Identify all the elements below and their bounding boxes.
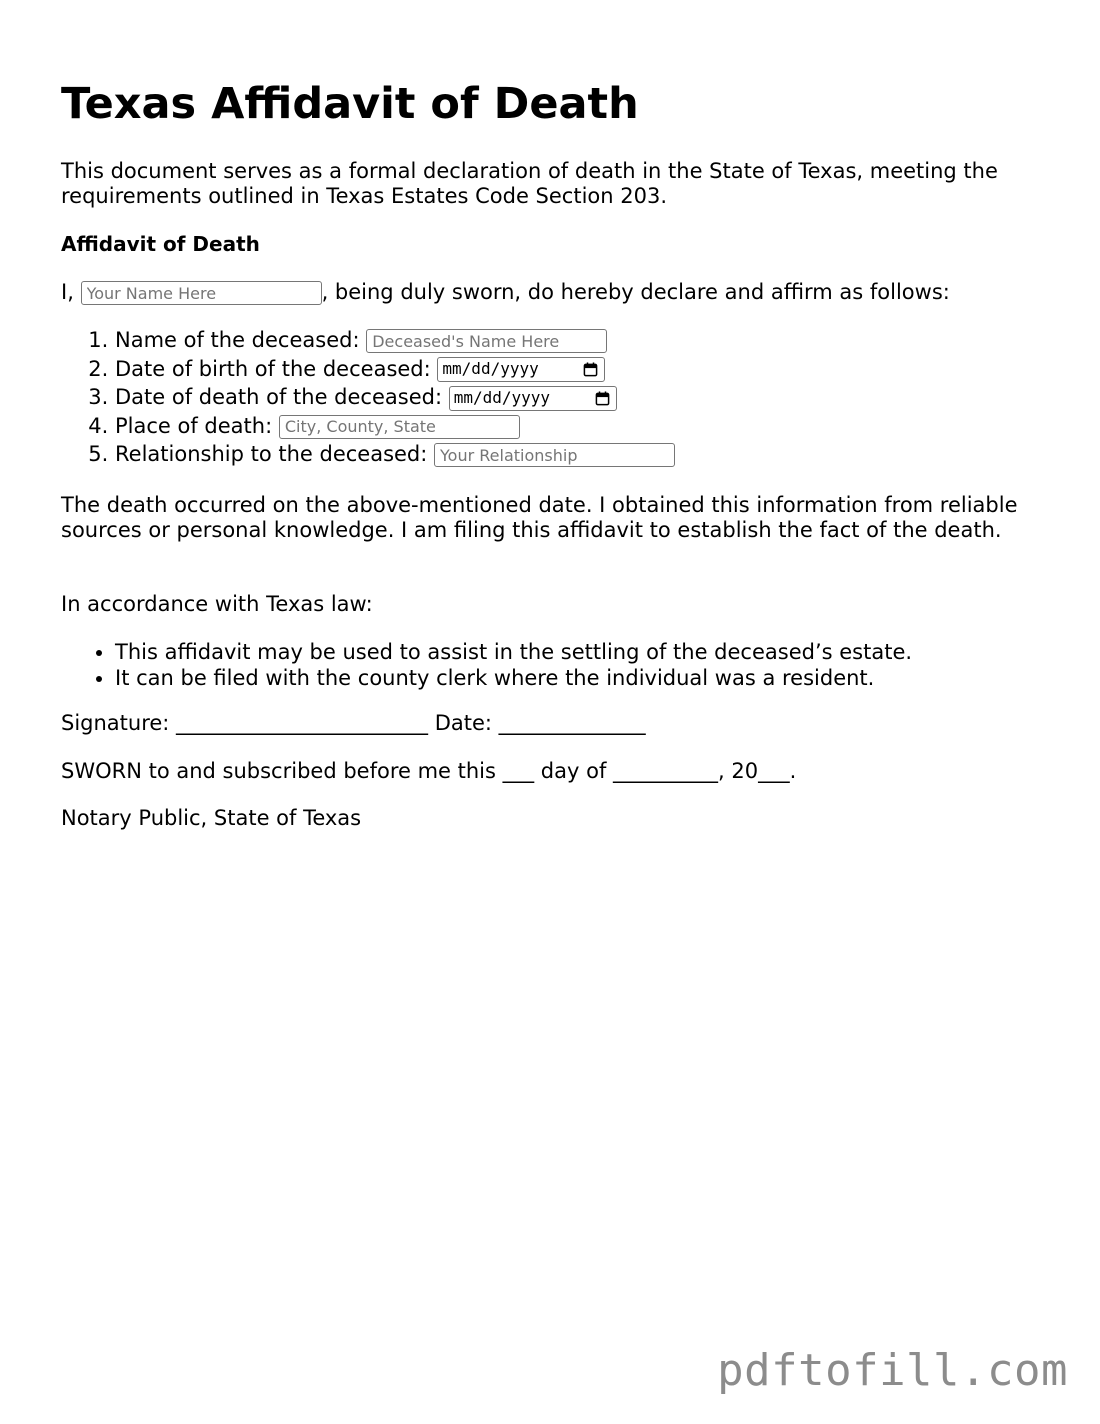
section-heading: Affidavit of Death [61, 232, 260, 256]
item-label: Date of death of the deceased: [115, 385, 443, 410]
law-intro: In accordance with Texas law: [61, 592, 373, 616]
declaration-prefix: I, [61, 280, 74, 304]
list-item: • It can be filed with the county clerk where the individual was a resident. [115, 665, 912, 691]
date-format-text: mm/dd/yyyy [453, 387, 551, 407]
item-label: Place of death: [115, 413, 273, 438]
watermark: pdftofill.com [717, 1345, 1068, 1396]
item-label: Relationship to the deceased: [115, 442, 428, 467]
list-item [115, 326, 675, 355]
signature-line: Signature: ________________________ Date: ______________ [61, 711, 646, 735]
page-title: Texas Affidavit of Death [61, 79, 639, 129]
list-item [115, 440, 675, 469]
calendar-icon[interactable] [595, 391, 610, 406]
your-name-input[interactable] [81, 281, 322, 305]
sworn-line: SWORN to and subscribed before me this ___ day of __________, 20___. [61, 759, 797, 783]
date-format-text: mm/dd/yyyy [442, 359, 539, 379]
list-item [115, 355, 675, 384]
notary-line: Notary Public, State of Texas [61, 806, 362, 830]
list-item [115, 412, 675, 441]
calendar-icon[interactable] [583, 362, 598, 377]
deceased-name-input[interactable] [366, 329, 607, 353]
list-item: • This affidavit may be used to assist in the settling of the deceased’s estate. [115, 639, 912, 665]
law-bullets-list [61, 639, 912, 691]
declaration-line [61, 278, 950, 306]
declaration-suffix: , being duly sworn, do hereby declare and affirm as follows: [321, 280, 950, 304]
intro-paragraph: This document serves as a formal declaration of death in the State of Texas, meeting the requirements outlined in Texas Estates Code Section 203. [61, 159, 998, 208]
statement-paragraph: The death occurred on the above-mentioned date. I obtained this information from reliable sources or personal knowledge. I am filing this affidavit to establish the fact of the death. [61, 493, 1018, 542]
date-of-death-input[interactable] [449, 386, 617, 411]
item-label: Date of birth of the deceased: [115, 356, 431, 381]
item-label: Name of the deceased: [115, 328, 360, 352]
date-of-birth-input[interactable] [437, 357, 605, 382]
relationship-input[interactable] [434, 443, 675, 467]
list-item [115, 383, 675, 412]
declaration-items-list [61, 326, 675, 469]
place-of-death-input[interactable] [279, 415, 520, 439]
